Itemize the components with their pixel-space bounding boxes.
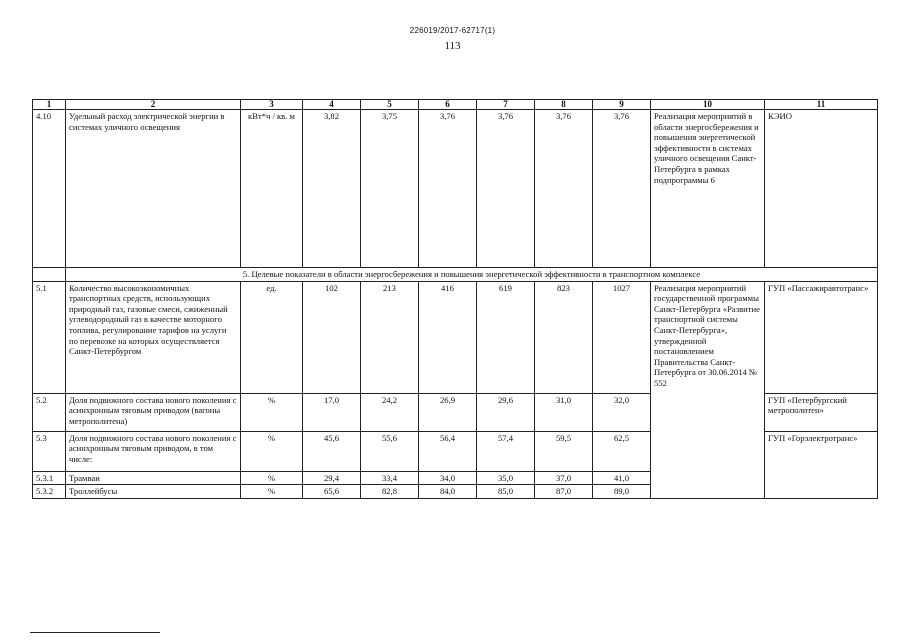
indicator-name: Доля подвижного состава нового поколения с асинхронным тяговым приводом, в том числе:: [66, 431, 241, 471]
value-cell: 65,6: [303, 485, 361, 499]
row-number: 5.3.2: [33, 485, 66, 499]
unit-cell: %: [241, 485, 303, 499]
table-row-4-10: [33, 110, 878, 268]
value-cell: 85,0: [477, 485, 535, 499]
value-cell: 1027: [593, 281, 651, 393]
value-cell: 34,0: [419, 471, 477, 485]
value-cell: 84,0: [419, 485, 477, 499]
value-cell: 26,9: [419, 393, 477, 431]
value-cell: 29,6: [477, 393, 535, 431]
value-cell: 89,0: [593, 485, 651, 499]
unit-cell: кВт*ч / кв. м: [241, 110, 303, 268]
column-number: 8: [535, 100, 593, 110]
value-cell: 3,76: [535, 110, 593, 268]
value-cell: 24,2: [361, 393, 419, 431]
unit-cell: ед.: [241, 281, 303, 393]
value-cell: 17,0: [303, 393, 361, 431]
column-number: 4: [303, 100, 361, 110]
row-number: 4.10: [33, 110, 66, 268]
value-cell: 33,4: [361, 471, 419, 485]
row-number: 5.2: [33, 393, 66, 431]
column-number: 10: [651, 100, 765, 110]
responsible-cell: ГУП «Горэлектротранс»: [765, 431, 878, 498]
value-cell: 82,8: [361, 485, 419, 499]
column-number: 2: [66, 100, 241, 110]
column-number: 1: [33, 100, 66, 110]
column-number-row: [33, 100, 878, 110]
footnote-divider: [30, 632, 160, 633]
value-cell: 3,75: [361, 110, 419, 268]
value-cell: 31,0: [535, 393, 593, 431]
value-cell: 102: [303, 281, 361, 393]
section-title: 5. Целевые показатели в области энергосбережения и повышения энергетической эффективности в транспортном комплексе: [66, 268, 878, 282]
document-id: 226019/2017-62717(1): [409, 26, 496, 35]
unit-cell: %: [241, 393, 303, 431]
page-number: 113: [444, 40, 461, 52]
value-cell: 56,4: [419, 431, 477, 471]
value-cell: 35,0: [477, 471, 535, 485]
responsible-cell: ГУП «Петербургский метрополитен»: [765, 393, 878, 431]
measures-cell: Реализация мероприятий в области энергосбережения и повышения энергетической эффективности в системах уличного освещения Санкт-Петербурга в рамках подпрограммы 6: [651, 110, 765, 268]
row-number: 5.3.1: [33, 471, 66, 485]
value-cell: 37,0: [535, 471, 593, 485]
responsible-cell: КЭИО: [765, 110, 878, 268]
value-cell: 3,76: [419, 110, 477, 268]
value-cell: 416: [419, 281, 477, 393]
value-cell: 62,5: [593, 431, 651, 471]
indicator-name: Количество высокоэкономичных транспортных средств, использующих природный газ, газовые смеси, сжиженный углеводородный газ в качестве моторного топлива, регулирование тарифов на услуги по перевозке на которых осуществляется Санкт-Петербургом: [66, 281, 241, 393]
indicators-table: [32, 99, 878, 499]
column-number: 3: [241, 100, 303, 110]
value-cell: 3,82: [303, 110, 361, 268]
measures-cell: Реализация мероприятий государственной программы Санкт-Петербурга «Развитие транспортной системы Санкт-Петербурга», утвержденной постановлением Правительства Санкт-Петербурга от 30.06.2014 № 552: [651, 281, 765, 498]
unit-cell: %: [241, 431, 303, 471]
value-cell: 32,0: [593, 393, 651, 431]
value-cell: 619: [477, 281, 535, 393]
value-cell: 3,76: [593, 110, 651, 268]
column-number: 9: [593, 100, 651, 110]
value-cell: 57,4: [477, 431, 535, 471]
section-lead-cell: [33, 268, 66, 282]
row-number: 5.3: [33, 431, 66, 471]
responsible-cell: ГУП «Пассажиравтотранс»: [765, 281, 878, 393]
indicator-name: Удельный расход электрической энергии в системах уличного освещения: [66, 110, 241, 268]
value-cell: 41,0: [593, 471, 651, 485]
indicator-name: Доля подвижного состава нового поколения с асинхронным тяговым приводом (вагоны метрополитена): [66, 393, 241, 431]
value-cell: 59,5: [535, 431, 593, 471]
indicator-name: Троллейбусы: [66, 485, 241, 499]
row-number: 5.1: [33, 281, 66, 393]
value-cell: 29,4: [303, 471, 361, 485]
unit-cell: %: [241, 471, 303, 485]
value-cell: 87,0: [535, 485, 593, 499]
value-cell: 55,6: [361, 431, 419, 471]
column-number: 5: [361, 100, 419, 110]
table-row-5-1: [33, 281, 878, 393]
value-cell: 3,76: [477, 110, 535, 268]
section-heading-row: [33, 268, 878, 282]
indicator-name: Трамваи: [66, 471, 241, 485]
value-cell: 213: [361, 281, 419, 393]
column-number: 6: [419, 100, 477, 110]
value-cell: 45,6: [303, 431, 361, 471]
column-number: 7: [477, 100, 535, 110]
column-number: 11: [765, 100, 878, 110]
value-cell: 823: [535, 281, 593, 393]
